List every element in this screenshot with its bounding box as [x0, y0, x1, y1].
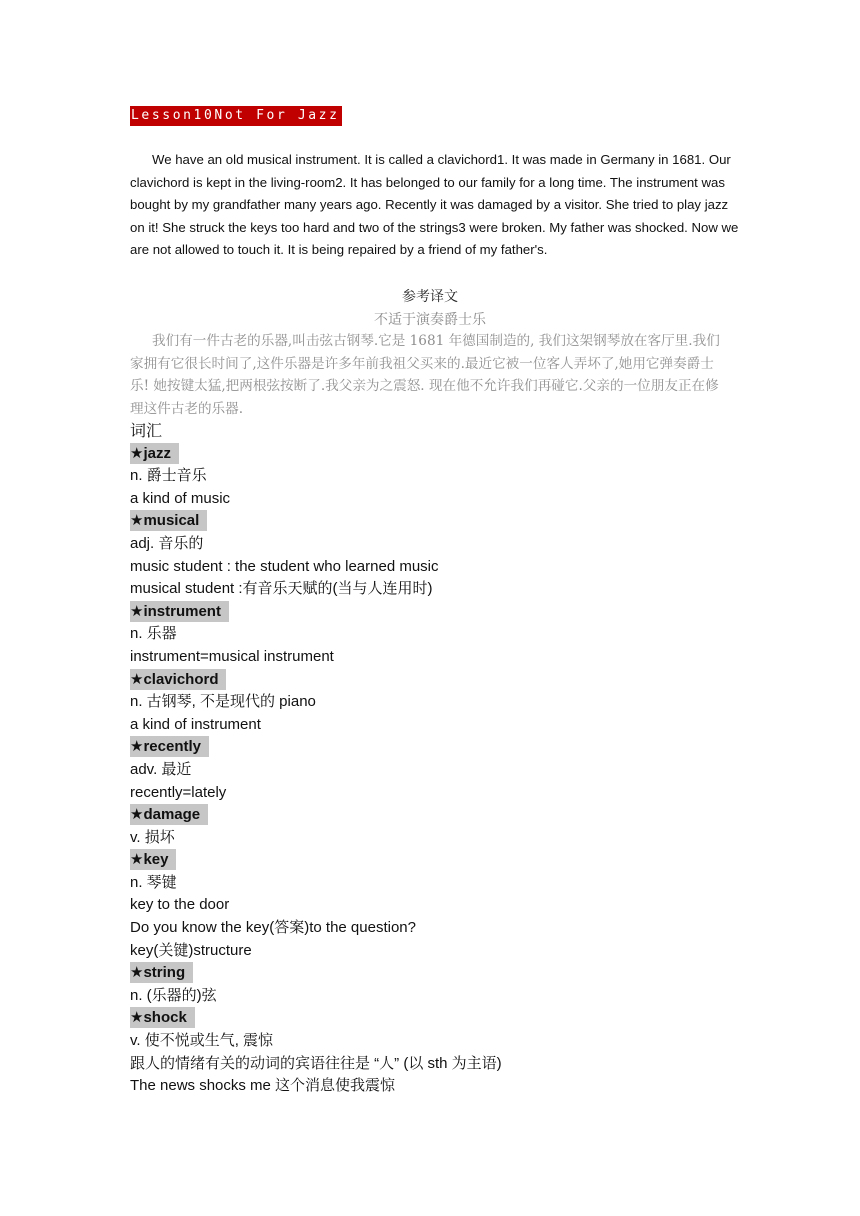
vocab-line: n. 爵士音乐 — [130, 467, 207, 485]
star-icon: ★ — [130, 443, 144, 462]
vocab-line: adj. 音乐的 — [130, 534, 204, 552]
star-icon: ★ — [130, 737, 144, 756]
vocab-line: n. 琴键 — [130, 873, 177, 891]
star-icon: ★ — [130, 1008, 144, 1027]
vocab-entry — [130, 510, 750, 533]
vocab-word — [130, 601, 229, 622]
vocab-word-text: key — [143, 851, 169, 869]
vocab-entry — [130, 736, 750, 759]
vocab-word-text: damage — [143, 806, 201, 824]
lesson-text-body: We have an old musical instrument. It is called a clavichord1. It was made in Germany in 1681. Our clavichord is kept in the living-room2. It has belonged to our family for a long time. The instrument was bought by my grandfather many years ago. Recently it was damaged by a visitor. She tried to play jazz on it! She struck the keys too hard and two of the strings3 were broken. My father was shocked. Now we are not allowed to touch it. It is being repaired by a friend of my father's. — [130, 152, 739, 258]
vocab-entry — [130, 962, 750, 985]
vocab-line: music student : the student who learned music — [130, 557, 439, 575]
translation-heading: 参考译文 — [402, 289, 458, 305]
star-icon: ★ — [130, 669, 144, 688]
vocab-word-text: jazz — [143, 444, 171, 462]
vocab-entry — [130, 601, 750, 624]
vocab-word — [130, 1007, 195, 1028]
vocab-entry — [130, 1007, 750, 1030]
lesson-text — [130, 149, 745, 262]
vocab-line: v. 损坏 — [130, 828, 175, 846]
vocab-line: n. (乐器的)弦 — [130, 986, 217, 1004]
vocab-word-text: musical — [143, 512, 200, 530]
vocab-entry — [130, 443, 750, 466]
vocab-word — [130, 849, 176, 870]
vocab-line: adv. 最近 — [130, 760, 192, 778]
vocab-word-text: shock — [143, 1009, 187, 1027]
vocab-line: 跟人的情绪有关的动词的宾语往往是 “人” (以 sth 为主语) — [130, 1054, 502, 1072]
star-icon: ★ — [130, 601, 144, 620]
vocabulary-list — [130, 443, 750, 1098]
vocab-word — [130, 443, 179, 464]
vocab-word-text: clavichord — [143, 670, 219, 688]
vocab-line: n. 古钢琴, 不是现代的 piano — [130, 693, 316, 711]
vocab-line: a kind of instrument — [130, 715, 261, 733]
vocab-entry — [130, 804, 750, 827]
vocab-line: The news shocks me 这个消息使我震惊 — [130, 1077, 396, 1095]
star-icon: ★ — [130, 850, 144, 869]
vocab-word-text: instrument — [143, 602, 221, 620]
vocab-entry — [130, 849, 750, 872]
translation-title: 不适于演奏爵士乐 — [374, 312, 486, 328]
vocabulary-heading: 词汇 — [130, 421, 163, 440]
vocab-word-text: recently — [143, 738, 201, 756]
vocab-line: instrument=musical instrument — [130, 647, 334, 665]
vocab-word — [130, 669, 226, 690]
translation-text-body: 我们有一件古老的乐器,叫击弦古钢琴.它是 1681 年德国制造的, 我们这架钢琴放在客厅里.我们家拥有它很长时间了,这件乐器是许多年前我祖父买来的.最近它被一位客人弄坏了,她用它弹奏爵士乐! 她按键太猛,把两根弦按断了.我父亲为之震怒. 现在他不允许我们再碰它.父亲的一位朋友正在修理这件古老的乐器. — [130, 333, 720, 417]
vocab-word — [130, 736, 209, 757]
star-icon: ★ — [130, 963, 144, 982]
vocab-word — [130, 510, 207, 531]
vocab-line: a kind of music — [130, 489, 231, 507]
star-icon: ★ — [130, 805, 144, 824]
star-icon: ★ — [130, 511, 144, 530]
vocab-line: Do you know the key(答案)to the question? — [130, 919, 416, 937]
vocab-line: musical student :有音乐天赋的(当与人连用时) — [130, 580, 433, 598]
vocab-word-text: string — [143, 964, 186, 982]
translation-text — [130, 330, 730, 420]
lesson-title: Lesson10Not For Jazz — [130, 106, 342, 126]
vocab-line: n. 乐器 — [130, 625, 177, 643]
vocab-line: recently=lately — [130, 783, 227, 801]
vocab-word — [130, 962, 193, 983]
vocab-line: v. 使不悦或生气, 震惊 — [130, 1032, 274, 1050]
vocabulary-section — [130, 420, 750, 1098]
vocab-entry — [130, 669, 750, 692]
vocab-word — [130, 804, 208, 825]
vocab-line: key(关键)structure — [130, 941, 252, 959]
vocab-line: key to the door — [130, 896, 230, 914]
